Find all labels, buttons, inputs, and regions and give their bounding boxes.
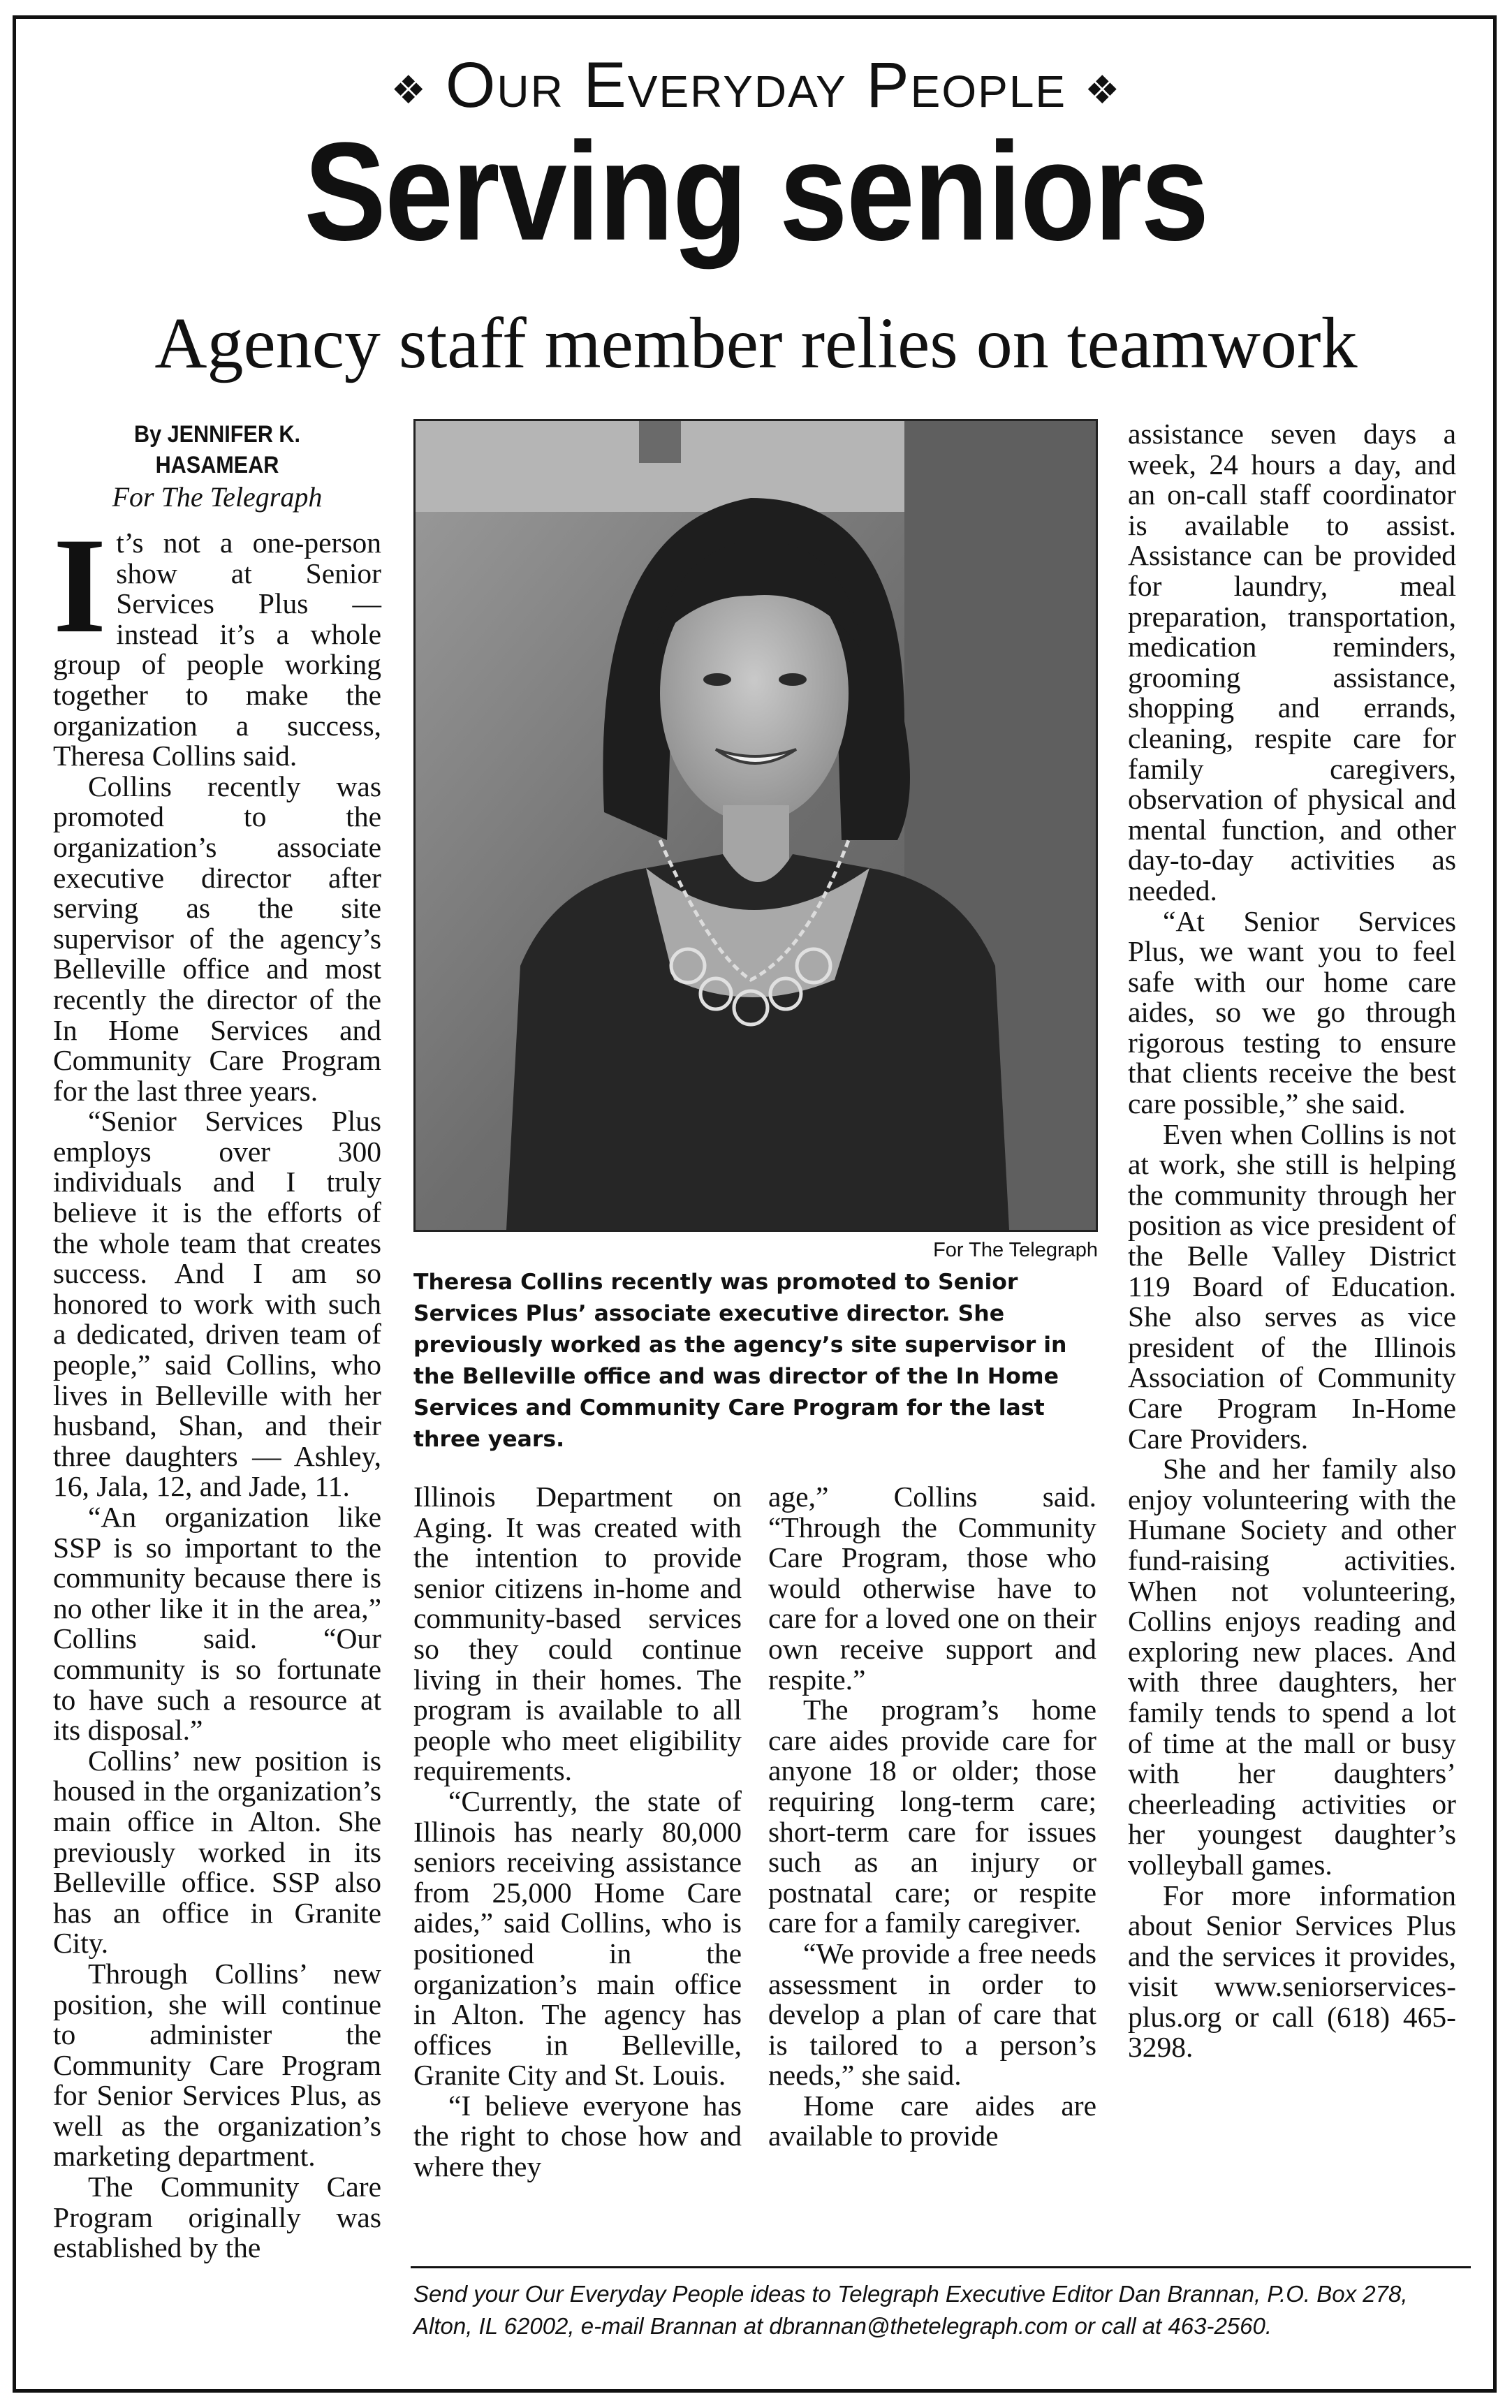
subheadline: Agency staff member relies on teamwork: [154, 303, 1358, 383]
article-paragraph: assistance seven days a week, 24 hours a day, and an on-call staff coordinator is available to assist. Assistance can be provided for laundry, meal preparation, transportation, medication reminders, grooming assistance, shopping and errands, cleaning, respite care for family caregivers, observation of physical and mental function, and other day-to-day activities as needed.: [1128, 418, 1456, 906]
article-paragraph: The Community Care Program originally was established by the: [53, 2171, 381, 2264]
kicker-text: Our Everyday People: [445, 50, 1067, 121]
article-column-4: [1128, 419, 1456, 2063]
diamond-ornament-icon: ❖: [390, 67, 427, 112]
article-column-2: [413, 1482, 742, 2182]
article-paragraph: Collins’ new position is housed in the organization’s main office in Alton. She previously worked in its Belleville office. SSP also has an office in Granite City.: [53, 1744, 381, 1960]
article-column-1: [53, 419, 381, 2263]
article-paragraph: “Currently, the state of Illinois has nearly 80,000 seniors receiving assistance from 25,000 Home Care aides,” said Collins, who is positioned in the organization’s main office in Alton. The agency has offices in Belleville, Granite City and St. Louis.: [413, 1784, 742, 2092]
section-kicker: [0, 49, 1512, 122]
article-paragraph: For more information about Senior Services Plus and the services it provides, visit www.seniorservices-plus.org or call (618) 465-3298.: [1128, 1879, 1456, 2064]
byline-author: By JENNIFER K. HASAMEAR: [133, 421, 301, 478]
article-paragraph: Home care aides are available to provide: [768, 2089, 1096, 2152]
article-paragraph: She and her family also enjoy volunteering with the Humane Society and other fund-raising activities. When not volunteering, Collins enjoys reading and exploring new places. And with three daughters, her family tends to spend a lot of time at the mall or busy with her daughters’ cheerleading activities or her youngest daughter’s volleyball games.: [1128, 1453, 1456, 1881]
photo-caption: Theresa Collins recently was promoted to Senior Services Plus’ associate executive director. She previously worked as the agency’s site supervisor in the Belleville office and was director of the In Home Services and Community Care Program for the last three years.: [413, 1270, 1067, 1452]
diamond-ornament-icon: ❖: [1085, 67, 1122, 112]
article-paragraph: age,” Collins said. “Through the Community Care Program, those who would otherwise have to care for a loved one on their own receive support and respite.”: [768, 1481, 1096, 1696]
article-paragraph: Through Collins’ new position, she will continue to administer the Community Care Program for Senior Services Plus, as well as the organization’s marketing department.: [53, 1957, 381, 2173]
portrait-photo: [413, 419, 1098, 1232]
article-paragraph: The program’s home care aides provide care for anyone 18 or older; those requiring long-term care; short-term care for issues such as an injury or postnatal care; or respite care for a family caregiver.: [768, 1694, 1096, 1939]
drop-cap: I: [53, 510, 107, 661]
article-paragraph: Collins recently was promoted to the organization’s associate executive director after serving as the site supervisor of the agency’s Belleville office and most recently the director of the In Home Services and Community Care Program for the last three years.: [53, 770, 381, 1107]
article-paragraph: Even when Collins is not at work, she still is helping the community through her position as vice president of the Belle Valley District 119 Board of Education. She also serves as vice president of the Illinois Association of Community Care Program In-Home Care Providers.: [1128, 1117, 1456, 1455]
article-column-3: [768, 1482, 1096, 2152]
photo-credit: For The Telegraph: [933, 1239, 1098, 1261]
headline: Serving seniors: [304, 114, 1208, 270]
article-paragraph: “Senior Services Plus employs over 300 individuals and I truly believe it is the efforts of the whole team that creates success. And I am so honored to work with such a dedicated, driven team of people,” said Collins, who lives in Belleville with her husband, Shan, and their three daughters — Ashley, 16, Jala, 12, and Jade, 11.: [53, 1105, 381, 1503]
article-paragraph: “I believe everyone has the right to chose how and where they: [413, 2089, 742, 2183]
footer-divider: [411, 2266, 1471, 2268]
article-paragraph: It’s not a one-person show at Senior Services Plus — instead it’s a whole group of people working together to make the organization a success, Theresa Collins said.: [53, 510, 381, 772]
article-paragraph: Illinois Department on Aging. It was created with the intention to provide senior citizens in-home and community-based services so they could continue living in their homes. The program is available to all people who meet eligibility requirements.: [413, 1481, 742, 1787]
article-paragraph: “We provide a free needs assessment in order to develop a plan of care that is tailored to a person’s needs,” she said.: [768, 1937, 1096, 2092]
submission-footer: Send your Our Everyday People ideas to Telegraph Executive Editor Dan Brannan, P.O. Box 278, Alton, IL 62002, e-mail Brannan at dbrannan@thetelegraph.com or call at 463-2560.: [413, 2281, 1408, 2339]
article-paragraph: “At Senior Services Plus, we want you to feel safe with our home care aides, so we go through rigorous testing to ensure that clients receive the best care possible,” she said.: [1128, 904, 1456, 1120]
article-paragraph: “An organization like SSP is so important to the community because there is no other like it in the area,” Collins said. “Our community is so fortunate to have such a resource at its disposal.”: [53, 1501, 381, 1747]
byline-organization: For The Telegraph: [112, 481, 323, 513]
